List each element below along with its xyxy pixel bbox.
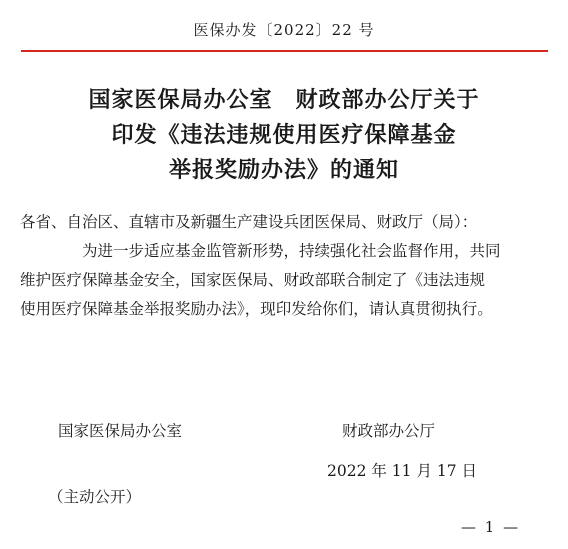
paragraph-line-2: 维护医疗保障基金安全，国家医保局、财政部联合制定了《违法违规 [20,271,486,289]
signature-left: 国家医保局办公室 [58,422,183,440]
document-number: 医保办发〔2022〕22 号 [193,21,375,39]
paragraph-line-1: 为进一步适应基金监管新形势，持续强化社会监督作用，共同 [82,242,501,260]
title-line-3: 举报奖励办法》的通知 [168,157,399,183]
page-number: — 1 — [461,518,521,536]
publicity-note: （主动公开） [48,488,142,506]
title-line-1: 国家医保局办公室 财政部办公厅关于 [88,87,480,113]
title-line-2: 印发《违法违规使用医疗保障基金 [111,122,457,148]
addressee-line: 各省、自治区、直辖市及新疆生产建设兵团医保局、财政厅（局）： [20,213,478,231]
red-separator-line [21,50,548,52]
signature-right: 财政部办公厅 [342,422,436,440]
issue-date: 2022 年 11 月 17 日 [327,462,478,480]
paragraph-line-3: 使用医疗保障基金举报奖励办法》，现印发给你们，请认真贯彻执行。 [20,300,493,318]
document-body [20,208,550,324]
document-title [0,83,568,188]
